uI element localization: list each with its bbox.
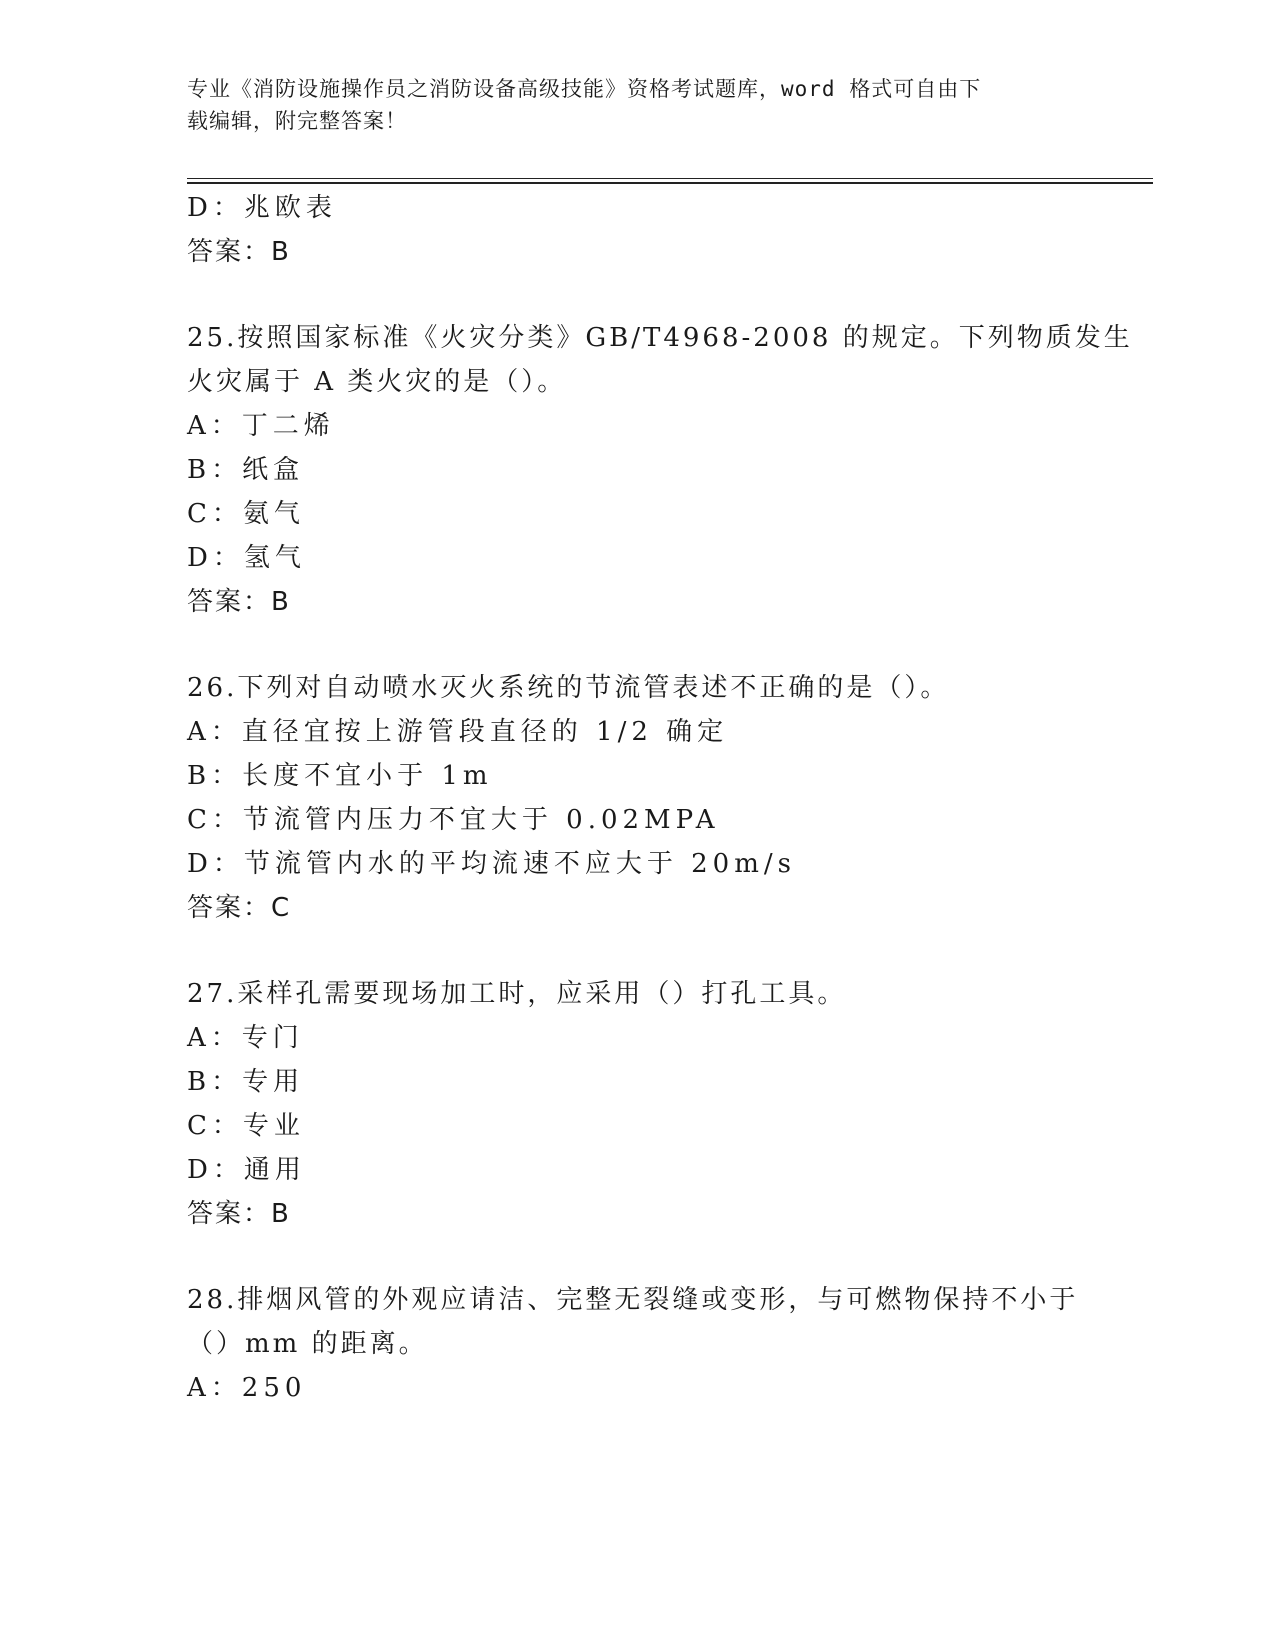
prev-answer: 答案：B [187,237,291,267]
question-25-option-c: C：氨气 [187,499,305,529]
header-line-2: 载编辑，附完整答案！ [187,109,407,133]
question-27-option-d: D：通用 [187,1155,306,1185]
question-26-line-1: 26.下列对自动喷水灭火系统的节流管表述不正确的是（）。 [187,673,950,703]
question-25-option-b: B：纸盒 [187,455,305,485]
header-divider-thin [187,178,1153,179]
question-25-option-a: A：丁二烯 [187,411,335,441]
page-header [187,73,1067,137]
question-26-option-c: C：节流管内压力不宜大于 0.02MPA [187,805,720,835]
question-25-option-d: D：氢气 [187,543,306,573]
question-27-option-c: C：专业 [187,1111,305,1141]
question-25-line-1: 25.按照国家标准《火灾分类》GB/T4968-2008 的规定。下列物质发生 [187,323,1133,353]
question-26-option-d: D：节流管内水的平均流速不应大于 20m/s [187,849,796,879]
prev-option-d: D：兆欧表 [187,193,337,223]
question-28-option-a: A：250 [187,1373,307,1403]
question-26-answer: 答案：C [187,893,292,923]
header-line-1: 专业《消防设施操作员之消防设备高级技能》资格考试题库，word 格式可自由下 [187,77,982,101]
question-25-answer: 答案：B [187,587,291,617]
question-27-option-a: A：专门 [187,1023,304,1053]
question-28-line-1: 28.排烟风管的外观应请洁、完整无裂缝或变形，与可燃物保持不小于 [187,1285,1079,1315]
question-26-option-b: B：长度不宜小于 1m [187,761,493,791]
question-27-option-b: B：专用 [187,1067,305,1097]
question-25-line-2: 火灾属于 A 类火灾的是（）。 [187,367,567,397]
question-27-line-1: 27.采样孔需要现场加工时，应采用（）打孔工具。 [187,979,847,1009]
question-28-line-2: （）mm 的距离。 [187,1329,428,1359]
question-26-option-a: A：直径宜按上游管段直径的 1/2 确定 [187,717,729,747]
header-divider-thick [187,182,1153,184]
question-27-answer: 答案：B [187,1199,291,1229]
